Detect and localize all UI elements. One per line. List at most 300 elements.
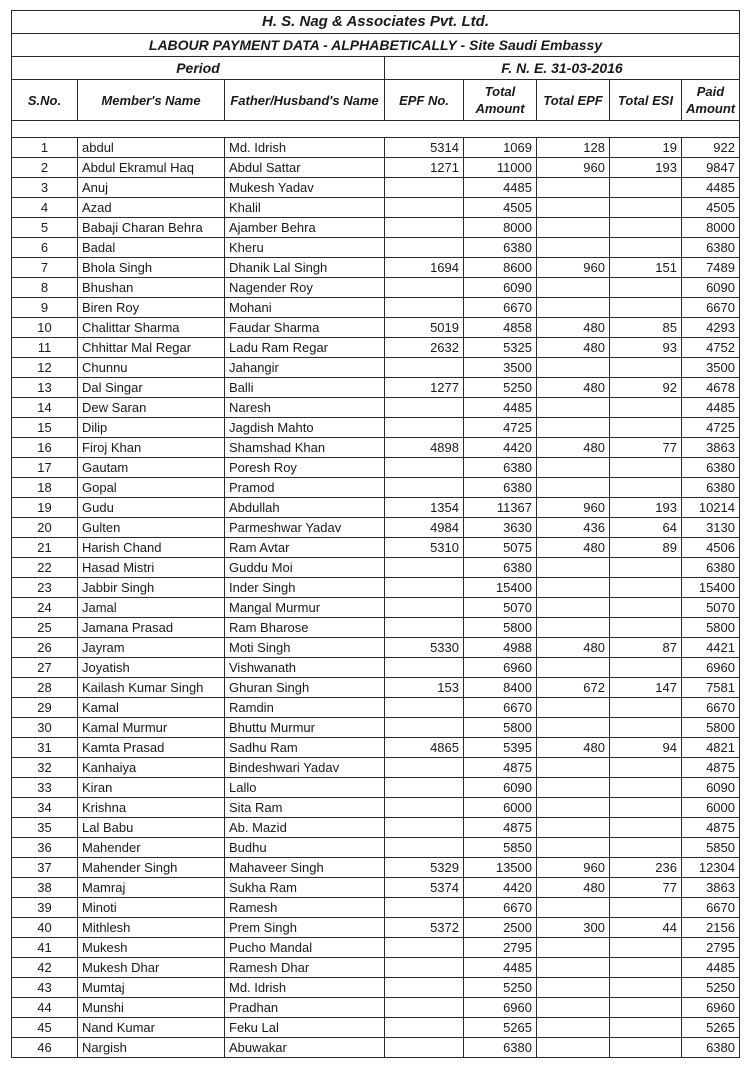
cell-member-name: Mukesh (78, 938, 225, 958)
cell-total-amount: 6670 (464, 698, 537, 718)
cell-sno: 35 (12, 818, 78, 838)
table-row (12, 678, 740, 698)
table-row (12, 638, 740, 658)
cell-member-name: Chunnu (78, 358, 225, 378)
cell-total-esi (610, 398, 682, 418)
cell-sno: 41 (12, 938, 78, 958)
cell-total-epf: 300 (537, 918, 610, 938)
cell-epf-no: 5019 (385, 318, 464, 338)
cell-total-amount: 6380 (464, 1038, 537, 1058)
cell-epf-no (385, 178, 464, 198)
cell-father-name: Lallo (225, 778, 385, 798)
cell-total-amount: 6090 (464, 278, 537, 298)
cell-paid-amount: 6380 (682, 458, 740, 478)
cell-sno: 45 (12, 1018, 78, 1038)
cell-member-name: Gopal (78, 478, 225, 498)
cell-total-esi (610, 778, 682, 798)
cell-total-amount: 6960 (464, 658, 537, 678)
table-row (12, 938, 740, 958)
cell-member-name: Lal Babu (78, 818, 225, 838)
cell-total-esi (610, 298, 682, 318)
cell-member-name: Firoj Khan (78, 438, 225, 458)
cell-total-epf (537, 998, 610, 1018)
cell-total-esi (610, 218, 682, 238)
cell-sno: 11 (12, 338, 78, 358)
cell-total-esi: 151 (610, 258, 682, 278)
cell-father-name: Inder Singh (225, 578, 385, 598)
cell-paid-amount: 6380 (682, 478, 740, 498)
cell-sno: 28 (12, 678, 78, 698)
cell-member-name: Gulten (78, 518, 225, 538)
cell-epf-no (385, 898, 464, 918)
cell-member-name: Badal (78, 238, 225, 258)
period-value: F. N. E. 31-03-2016 (385, 57, 740, 80)
report-title: LABOUR PAYMENT DATA - ALPHABETICALLY - Site Saudi Embassy (12, 34, 740, 57)
cell-total-epf (537, 658, 610, 678)
cell-paid-amount: 5070 (682, 598, 740, 618)
cell-paid-amount: 5250 (682, 978, 740, 998)
cell-total-esi (610, 938, 682, 958)
cell-paid-amount: 4678 (682, 378, 740, 398)
cell-member-name: Mahender Singh (78, 858, 225, 878)
table-row (12, 598, 740, 618)
cell-paid-amount: 6670 (682, 698, 740, 718)
table-row (12, 898, 740, 918)
cell-sno: 46 (12, 1038, 78, 1058)
table-row (12, 818, 740, 838)
table-row (12, 158, 740, 178)
col-father-name: Father/Husband's Name (225, 80, 385, 121)
cell-epf-no (385, 718, 464, 738)
cell-father-name: Mahaveer Singh (225, 858, 385, 878)
cell-total-amount: 5075 (464, 538, 537, 558)
cell-total-epf (537, 978, 610, 998)
cell-sno: 34 (12, 798, 78, 818)
cell-paid-amount: 6670 (682, 298, 740, 318)
cell-total-esi: 147 (610, 678, 682, 698)
cell-total-amount: 2500 (464, 918, 537, 938)
cell-sno: 12 (12, 358, 78, 378)
cell-sno: 29 (12, 698, 78, 718)
cell-total-esi: 77 (610, 438, 682, 458)
cell-sno: 6 (12, 238, 78, 258)
cell-total-epf: 480 (537, 738, 610, 758)
cell-epf-no: 1277 (385, 378, 464, 398)
cell-father-name: Ram Bharose (225, 618, 385, 638)
cell-member-name: Kailash Kumar Singh (78, 678, 225, 698)
table-row (12, 578, 740, 598)
cell-total-esi (610, 458, 682, 478)
col-total-esi: Total ESI (610, 80, 682, 121)
cell-total-epf (537, 578, 610, 598)
cell-paid-amount: 4752 (682, 338, 740, 358)
table-row (12, 198, 740, 218)
cell-paid-amount: 5850 (682, 838, 740, 858)
cell-paid-amount: 5800 (682, 618, 740, 638)
cell-total-amount: 6380 (464, 238, 537, 258)
cell-total-amount: 6380 (464, 458, 537, 478)
cell-total-amount: 2795 (464, 938, 537, 958)
cell-member-name: Chhittar Mal Regar (78, 338, 225, 358)
cell-paid-amount: 4293 (682, 318, 740, 338)
cell-epf-no (385, 798, 464, 818)
cell-total-amount: 6000 (464, 798, 537, 818)
cell-total-amount: 8000 (464, 218, 537, 238)
cell-paid-amount: 6380 (682, 1038, 740, 1058)
cell-father-name: Shamshad Khan (225, 438, 385, 458)
cell-father-name: Nagender Roy (225, 278, 385, 298)
cell-paid-amount: 3863 (682, 878, 740, 898)
cell-father-name: Abuwakar (225, 1038, 385, 1058)
cell-paid-amount: 4421 (682, 638, 740, 658)
cell-total-amount: 15400 (464, 578, 537, 598)
cell-sno: 30 (12, 718, 78, 738)
cell-epf-no: 5330 (385, 638, 464, 658)
table-row (12, 958, 740, 978)
cell-total-esi (610, 1018, 682, 1038)
cell-paid-amount: 15400 (682, 578, 740, 598)
cell-sno: 31 (12, 738, 78, 758)
cell-total-esi: 193 (610, 498, 682, 518)
cell-epf-no (385, 418, 464, 438)
cell-father-name: Sukha Ram (225, 878, 385, 898)
cell-father-name: Bindeshwari Yadav (225, 758, 385, 778)
cell-father-name: Balli (225, 378, 385, 398)
cell-father-name: Parmeshwar Yadav (225, 518, 385, 538)
table-row (12, 538, 740, 558)
cell-paid-amount: 4485 (682, 958, 740, 978)
cell-father-name: Budhu (225, 838, 385, 858)
cell-epf-no (385, 478, 464, 498)
cell-member-name: Dilip (78, 418, 225, 438)
cell-member-name: Nand Kumar (78, 1018, 225, 1038)
cell-epf-no (385, 838, 464, 858)
cell-father-name: Prem Singh (225, 918, 385, 938)
cell-father-name: Mangal Murmur (225, 598, 385, 618)
cell-paid-amount: 10214 (682, 498, 740, 518)
cell-total-epf: 960 (537, 498, 610, 518)
cell-total-amount: 4505 (464, 198, 537, 218)
cell-total-epf: 960 (537, 258, 610, 278)
cell-total-amount: 4875 (464, 758, 537, 778)
cell-sno: 33 (12, 778, 78, 798)
cell-father-name: Jahangir (225, 358, 385, 378)
cell-total-epf (537, 778, 610, 798)
cell-sno: 32 (12, 758, 78, 778)
table-row (12, 878, 740, 898)
cell-epf-no (385, 958, 464, 978)
cell-total-epf (537, 478, 610, 498)
cell-epf-no: 1271 (385, 158, 464, 178)
cell-total-epf (537, 838, 610, 858)
cell-total-epf: 480 (537, 878, 610, 898)
cell-total-esi: 92 (610, 378, 682, 398)
cell-total-amount: 5265 (464, 1018, 537, 1038)
cell-sno: 2 (12, 158, 78, 178)
cell-paid-amount: 6380 (682, 238, 740, 258)
cell-sno: 8 (12, 278, 78, 298)
cell-total-epf: 672 (537, 678, 610, 698)
payment-table (11, 10, 740, 1058)
cell-sno: 24 (12, 598, 78, 618)
cell-sno: 26 (12, 638, 78, 658)
cell-total-epf (537, 398, 610, 418)
cell-epf-no (385, 358, 464, 378)
cell-total-epf (537, 458, 610, 478)
cell-father-name: Abdullah (225, 498, 385, 518)
cell-epf-no: 5372 (385, 918, 464, 938)
col-sno: S.No. (12, 80, 78, 121)
table-row (12, 418, 740, 438)
table-row (12, 458, 740, 478)
cell-paid-amount: 7581 (682, 678, 740, 698)
cell-total-epf (537, 278, 610, 298)
cell-total-epf (537, 298, 610, 318)
cell-total-esi (610, 278, 682, 298)
cell-sno: 3 (12, 178, 78, 198)
cell-total-epf: 436 (537, 518, 610, 538)
cell-epf-no (385, 1038, 464, 1058)
cell-epf-no: 4898 (385, 438, 464, 458)
cell-epf-no (385, 218, 464, 238)
cell-father-name: Kheru (225, 238, 385, 258)
cell-member-name: Babaji Charan Behra (78, 218, 225, 238)
cell-father-name: Poresh Roy (225, 458, 385, 478)
cell-total-esi (610, 658, 682, 678)
cell-total-amount: 5800 (464, 618, 537, 638)
cell-sno: 42 (12, 958, 78, 978)
cell-total-esi (610, 358, 682, 378)
cell-total-epf (537, 618, 610, 638)
cell-father-name: Ramesh (225, 898, 385, 918)
cell-father-name: Abdul Sattar (225, 158, 385, 178)
cell-paid-amount: 2156 (682, 918, 740, 938)
cell-total-epf: 960 (537, 158, 610, 178)
table-row (12, 358, 740, 378)
col-paid-amount: Paid Amount (682, 80, 740, 121)
cell-total-esi: 89 (610, 538, 682, 558)
cell-sno: 40 (12, 918, 78, 938)
cell-epf-no (385, 578, 464, 598)
cell-member-name: Kanhaiya (78, 758, 225, 778)
cell-member-name: Bhola Singh (78, 258, 225, 278)
cell-total-epf (537, 418, 610, 438)
cell-paid-amount: 4506 (682, 538, 740, 558)
cell-sno: 44 (12, 998, 78, 1018)
cell-sno: 9 (12, 298, 78, 318)
cell-member-name: Joyatish (78, 658, 225, 678)
cell-epf-no: 5314 (385, 138, 464, 158)
cell-total-esi: 85 (610, 318, 682, 338)
cell-total-esi (610, 198, 682, 218)
cell-father-name: Mohani (225, 298, 385, 318)
cell-epf-no (385, 998, 464, 1018)
cell-sno: 36 (12, 838, 78, 858)
cell-member-name: Mahender (78, 838, 225, 858)
cell-sno: 19 (12, 498, 78, 518)
cell-total-epf: 480 (537, 638, 610, 658)
cell-paid-amount: 9847 (682, 158, 740, 178)
cell-total-epf (537, 218, 610, 238)
cell-sno: 22 (12, 558, 78, 578)
table-row (12, 738, 740, 758)
cell-epf-no (385, 758, 464, 778)
table-row (12, 978, 740, 998)
table-row (12, 918, 740, 938)
cell-total-esi: 94 (610, 738, 682, 758)
table-row (12, 1018, 740, 1038)
table-row (12, 718, 740, 738)
cell-member-name: Jamana Prasad (78, 618, 225, 638)
cell-epf-no (385, 238, 464, 258)
cell-father-name: Sita Ram (225, 798, 385, 818)
cell-total-esi (610, 178, 682, 198)
table-row (12, 498, 740, 518)
cell-total-epf (537, 1038, 610, 1058)
table-row (12, 398, 740, 418)
cell-father-name: Naresh (225, 398, 385, 418)
cell-sno: 14 (12, 398, 78, 418)
cell-epf-no (385, 1018, 464, 1038)
cell-member-name: Azad (78, 198, 225, 218)
col-epf-no: EPF No. (385, 80, 464, 121)
cell-member-name: Nargish (78, 1038, 225, 1058)
cell-epf-no: 1694 (385, 258, 464, 278)
cell-epf-no (385, 458, 464, 478)
cell-total-epf (537, 598, 610, 618)
cell-total-epf: 480 (537, 378, 610, 398)
table-row (12, 698, 740, 718)
cell-father-name: Vishwanath (225, 658, 385, 678)
cell-member-name: abdul (78, 138, 225, 158)
cell-total-epf: 480 (537, 538, 610, 558)
cell-sno: 5 (12, 218, 78, 238)
cell-total-epf (537, 818, 610, 838)
table-row (12, 658, 740, 678)
cell-father-name: Faudar Sharma (225, 318, 385, 338)
cell-total-esi (610, 898, 682, 918)
cell-total-epf (537, 938, 610, 958)
cell-father-name: Ajamber Behra (225, 218, 385, 238)
cell-member-name: Chalittar Sharma (78, 318, 225, 338)
cell-member-name: Mithlesh (78, 918, 225, 938)
cell-total-epf (537, 558, 610, 578)
period-label: Period (12, 57, 385, 80)
company-name: H. S. Nag & Associates Pvt. Ltd. (12, 11, 740, 34)
cell-father-name: Dhanik Lal Singh (225, 258, 385, 278)
cell-father-name: Ramdin (225, 698, 385, 718)
cell-total-amount: 5250 (464, 978, 537, 998)
cell-total-esi: 193 (610, 158, 682, 178)
cell-total-amount: 6380 (464, 558, 537, 578)
cell-paid-amount: 12304 (682, 858, 740, 878)
cell-epf-no: 153 (385, 678, 464, 698)
table-body (12, 138, 740, 1058)
table-row (12, 858, 740, 878)
cell-total-amount: 13500 (464, 858, 537, 878)
cell-member-name: Munshi (78, 998, 225, 1018)
cell-epf-no (385, 398, 464, 418)
cell-father-name: Ladu Ram Regar (225, 338, 385, 358)
cell-total-esi (610, 558, 682, 578)
cell-epf-no: 2632 (385, 338, 464, 358)
cell-total-epf (537, 1018, 610, 1038)
cell-paid-amount: 8000 (682, 218, 740, 238)
cell-total-amount: 11000 (464, 158, 537, 178)
cell-total-epf (537, 758, 610, 778)
cell-epf-no (385, 978, 464, 998)
cell-total-epf (537, 898, 610, 918)
cell-total-amount: 4485 (464, 398, 537, 418)
cell-member-name: Dal Singar (78, 378, 225, 398)
cell-total-amount: 5395 (464, 738, 537, 758)
cell-father-name: Pramod (225, 478, 385, 498)
cell-total-amount: 4858 (464, 318, 537, 338)
cell-total-epf: 128 (537, 138, 610, 158)
cell-epf-no: 1354 (385, 498, 464, 518)
cell-paid-amount: 4875 (682, 758, 740, 778)
cell-epf-no: 4984 (385, 518, 464, 538)
cell-epf-no (385, 278, 464, 298)
cell-father-name: Khalil (225, 198, 385, 218)
cell-paid-amount: 4485 (682, 178, 740, 198)
cell-epf-no (385, 598, 464, 618)
cell-father-name: Ghuran Singh (225, 678, 385, 698)
cell-total-esi: 19 (610, 138, 682, 158)
cell-paid-amount: 6090 (682, 778, 740, 798)
cell-total-amount: 5850 (464, 838, 537, 858)
cell-sno: 1 (12, 138, 78, 158)
cell-sno: 23 (12, 578, 78, 598)
cell-total-esi (610, 618, 682, 638)
cell-total-amount: 5250 (464, 378, 537, 398)
cell-total-epf: 960 (537, 858, 610, 878)
table-row (12, 378, 740, 398)
cell-total-esi (610, 978, 682, 998)
cell-member-name: Mumtaj (78, 978, 225, 998)
cell-paid-amount: 3863 (682, 438, 740, 458)
cell-father-name: Jagdish Mahto (225, 418, 385, 438)
cell-total-epf (537, 178, 610, 198)
table-row (12, 838, 740, 858)
table-row (12, 778, 740, 798)
cell-epf-no (385, 818, 464, 838)
cell-total-esi (610, 418, 682, 438)
cell-member-name: Kiran (78, 778, 225, 798)
cell-total-esi (610, 698, 682, 718)
cell-total-amount: 6960 (464, 998, 537, 1018)
table-row (12, 138, 740, 158)
table-row (12, 558, 740, 578)
cell-epf-no: 5329 (385, 858, 464, 878)
cell-member-name: Kamal (78, 698, 225, 718)
cell-total-amount: 4420 (464, 878, 537, 898)
col-total-epf: Total EPF (537, 80, 610, 121)
cell-epf-no (385, 938, 464, 958)
cell-member-name: Abdul Ekramul Haq (78, 158, 225, 178)
cell-epf-no: 4865 (385, 738, 464, 758)
cell-sno: 18 (12, 478, 78, 498)
cell-member-name: Kamal Murmur (78, 718, 225, 738)
cell-sno: 27 (12, 658, 78, 678)
cell-total-esi (610, 818, 682, 838)
table-row (12, 338, 740, 358)
cell-total-amount: 3500 (464, 358, 537, 378)
cell-total-esi (610, 1038, 682, 1058)
cell-epf-no (385, 198, 464, 218)
cell-total-esi (610, 478, 682, 498)
cell-total-amount: 6090 (464, 778, 537, 798)
